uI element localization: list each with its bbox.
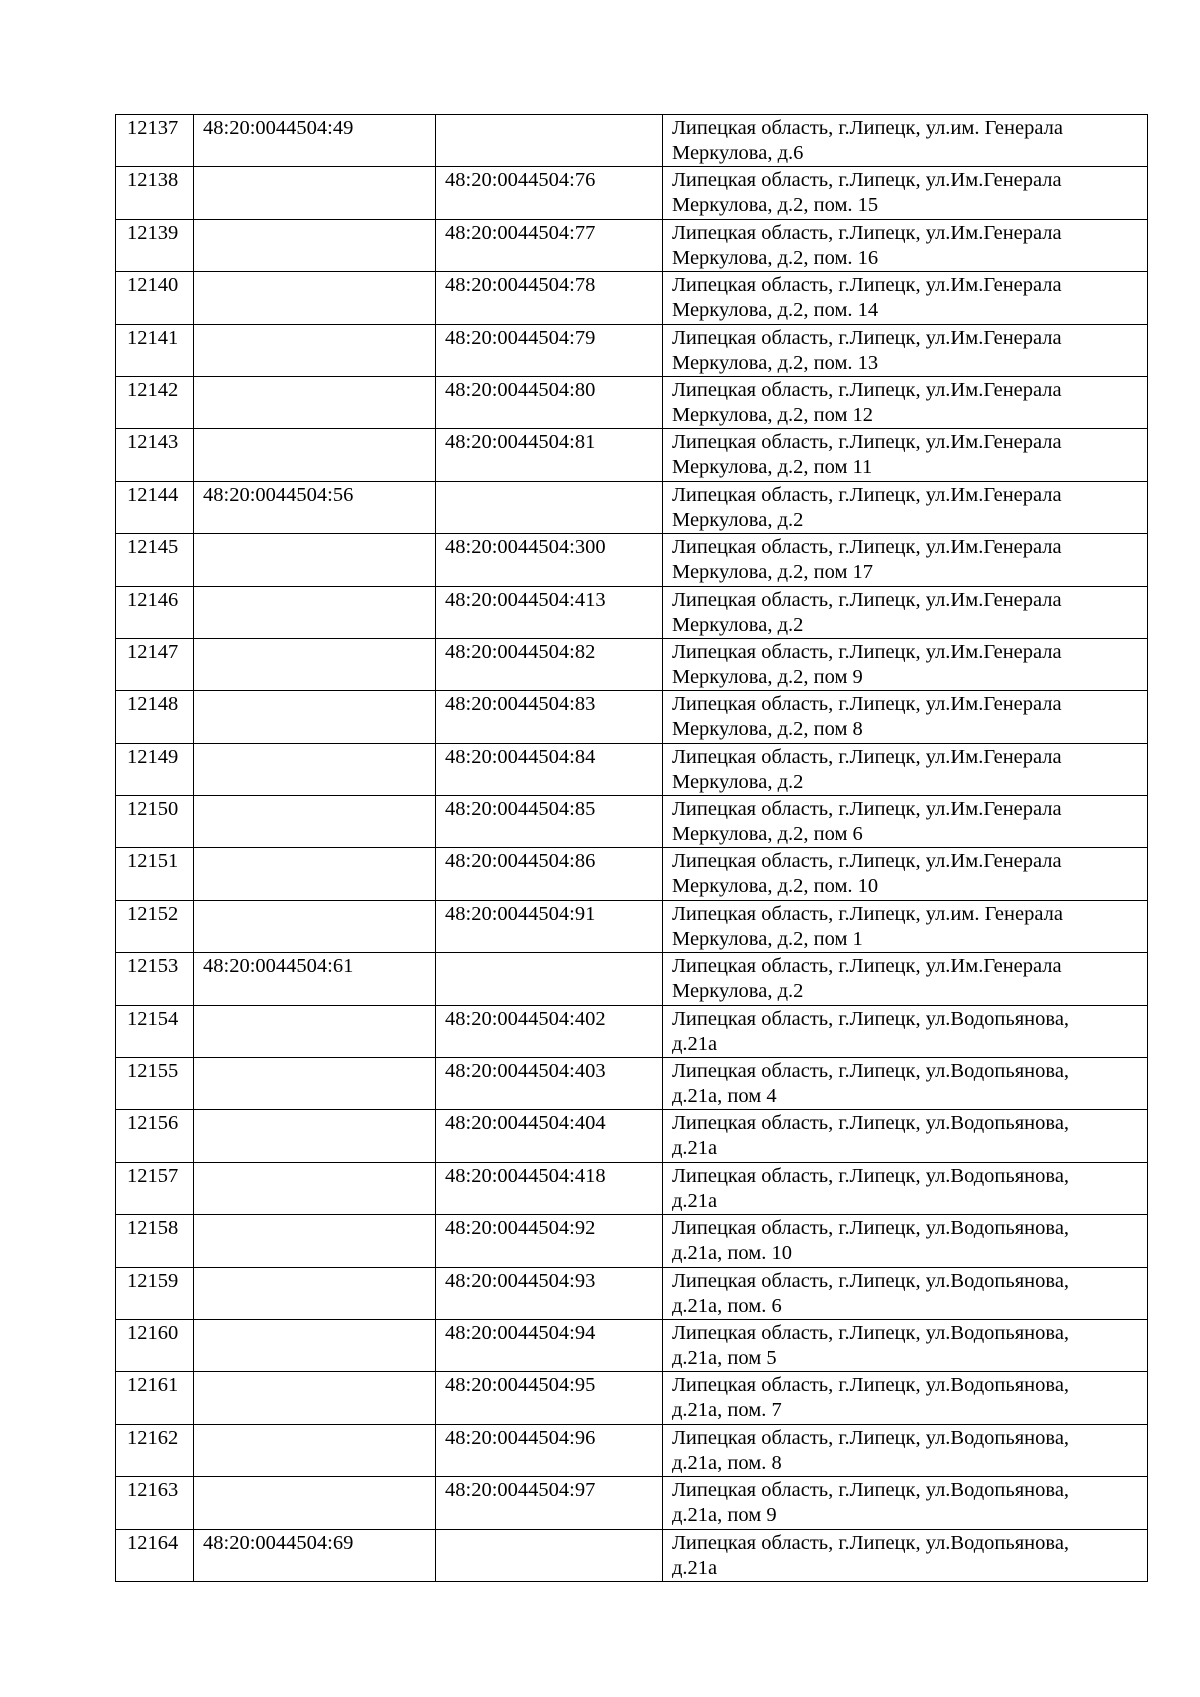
row-number-cell: 12154 [116,1005,194,1057]
land-cadastral-number-cell [194,691,436,743]
row-number-cell: 12162 [116,1424,194,1476]
land-cadastral-number-cell [194,900,436,952]
land-cadastral-number-cell: 48:20:0044504:56 [194,481,436,533]
row-number-cell: 12161 [116,1372,194,1424]
row-number-cell: 12157 [116,1162,194,1214]
table-row [116,376,1148,428]
object-cadastral-number-cell [436,481,663,533]
row-number-cell: 12139 [116,219,194,271]
table-row [116,743,1148,795]
address-cell: Липецкая область, г.Липецк, ул.Водопьянова, д.21а, пом. 6 [663,1267,1148,1319]
land-cadastral-number-cell [194,324,436,376]
row-number-cell: 12141 [116,324,194,376]
land-cadastral-number-cell [194,272,436,324]
row-number-cell: 12142 [116,376,194,428]
object-cadastral-number-cell: 48:20:0044504:96 [436,1424,663,1476]
land-cadastral-number-cell [194,1110,436,1162]
table-row [116,1005,1148,1057]
address-cell: Липецкая область, г.Липецк, ул.Им.Генерала Меркулова, д.2, пом 6 [663,796,1148,848]
land-cadastral-number-cell [194,167,436,219]
row-number-cell: 12164 [116,1529,194,1581]
cadastral-table [115,114,1148,1582]
table-row [116,1372,1148,1424]
row-number-cell: 12148 [116,691,194,743]
row-number-cell: 12143 [116,429,194,481]
address-cell: Липецкая область, г.Липецк, ул.Водопьянова, д.21а, пом 9 [663,1477,1148,1529]
address-cell: Липецкая область, г.Липецк, ул.Им.Генерала Меркулова, д.2, пом 8 [663,691,1148,743]
land-cadastral-number-cell [194,848,436,900]
table-row [116,848,1148,900]
object-cadastral-number-cell: 48:20:0044504:93 [436,1267,663,1319]
row-number-cell: 12158 [116,1215,194,1267]
address-cell: Липецкая область, г.Липецк, ул.Водопьянова, д.21а, пом. 8 [663,1424,1148,1476]
address-cell: Липецкая область, г.Липецк, ул.Водопьянова, д.21а, пом. 10 [663,1215,1148,1267]
row-number-cell: 12151 [116,848,194,900]
object-cadastral-number-cell: 48:20:0044504:79 [436,324,663,376]
address-cell: Липецкая область, г.Липецк, ул.Им.Генерала Меркулова, д.2, пом 9 [663,638,1148,690]
address-cell: Липецкая область, г.Липецк, ул.Им.Генерала Меркулова, д.2, пом. 14 [663,272,1148,324]
address-cell: Липецкая область, г.Липецк, ул.им. Генерала Меркулова, д.6 [663,115,1148,167]
object-cadastral-number-cell: 48:20:0044504:84 [436,743,663,795]
land-cadastral-number-cell [194,534,436,586]
land-cadastral-number-cell [194,743,436,795]
address-cell: Липецкая область, г.Липецк, ул.Им.Генерала Меркулова, д.2, пом. 13 [663,324,1148,376]
address-cell: Липецкая область, г.Липецк, ул.Водопьянова, д.21а [663,1529,1148,1581]
table-row [116,1529,1148,1581]
row-number-cell: 12159 [116,1267,194,1319]
land-cadastral-number-cell [194,638,436,690]
object-cadastral-number-cell: 48:20:0044504:83 [436,691,663,743]
land-cadastral-number-cell: 48:20:0044504:61 [194,953,436,1005]
land-cadastral-number-cell [194,1058,436,1110]
object-cadastral-number-cell: 48:20:0044504:81 [436,429,663,481]
land-cadastral-number-cell [194,219,436,271]
object-cadastral-number-cell: 48:20:0044504:76 [436,167,663,219]
land-cadastral-number-cell [194,1005,436,1057]
row-number-cell: 12146 [116,586,194,638]
land-cadastral-number-cell: 48:20:0044504:69 [194,1529,436,1581]
table-row [116,1477,1148,1529]
land-cadastral-number-cell [194,1319,436,1371]
table-row [116,1162,1148,1214]
address-cell: Липецкая область, г.Липецк, ул.Им.Генерала Меркулова, д.2 [663,743,1148,795]
object-cadastral-number-cell: 48:20:0044504:413 [436,586,663,638]
row-number-cell: 12144 [116,481,194,533]
object-cadastral-number-cell: 48:20:0044504:86 [436,848,663,900]
object-cadastral-number-cell: 48:20:0044504:95 [436,1372,663,1424]
object-cadastral-number-cell: 48:20:0044504:78 [436,272,663,324]
object-cadastral-number-cell: 48:20:0044504:97 [436,1477,663,1529]
object-cadastral-number-cell: 48:20:0044504:91 [436,900,663,952]
address-cell: Липецкая область, г.Липецк, ул.Водопьянова, д.21а, пом 4 [663,1058,1148,1110]
table-row [116,272,1148,324]
table-row [116,534,1148,586]
land-cadastral-number-cell [194,1267,436,1319]
land-cadastral-number-cell [194,429,436,481]
table-row [116,638,1148,690]
address-cell: Липецкая область, г.Липецк, ул.Им.Генерала Меркулова, д.2, пом. 10 [663,848,1148,900]
table-row [116,953,1148,1005]
row-number-cell: 12156 [116,1110,194,1162]
object-cadastral-number-cell [436,953,663,1005]
object-cadastral-number-cell: 48:20:0044504:80 [436,376,663,428]
address-cell: Липецкая область, г.Липецк, ул.Водопьянова, д.21а [663,1005,1148,1057]
land-cadastral-number-cell [194,1162,436,1214]
table-row [116,1319,1148,1371]
address-cell: Липецкая область, г.Липецк, ул.Им.Генерала Меркулова, д.2, пом 12 [663,376,1148,428]
address-cell: Липецкая область, г.Липецк, ул.им. Генерала Меркулова, д.2, пом 1 [663,900,1148,952]
address-cell: Липецкая область, г.Липецк, ул.Им.Генерала Меркулова, д.2 [663,953,1148,1005]
address-cell: Липецкая область, г.Липецк, ул.Им.Генерала Меркулова, д.2 [663,586,1148,638]
address-cell: Липецкая область, г.Липецк, ул.Водопьянова, д.21а [663,1110,1148,1162]
object-cadastral-number-cell: 48:20:0044504:300 [436,534,663,586]
table-row [116,429,1148,481]
table-row [116,167,1148,219]
land-cadastral-number-cell [194,1215,436,1267]
object-cadastral-number-cell: 48:20:0044504:77 [436,219,663,271]
object-cadastral-number-cell: 48:20:0044504:402 [436,1005,663,1057]
land-cadastral-number-cell: 48:20:0044504:49 [194,115,436,167]
address-cell: Липецкая область, г.Липецк, ул.Водопьянова, д.21а [663,1162,1148,1214]
land-cadastral-number-cell [194,376,436,428]
row-number-cell: 12145 [116,534,194,586]
table-row [116,796,1148,848]
address-cell: Липецкая область, г.Липецк, ул.Им.Генерала Меркулова, д.2, пом. 15 [663,167,1148,219]
land-cadastral-number-cell [194,1477,436,1529]
object-cadastral-number-cell: 48:20:0044504:85 [436,796,663,848]
table-row [116,324,1148,376]
row-number-cell: 12149 [116,743,194,795]
land-cadastral-number-cell [194,796,436,848]
row-number-cell: 12163 [116,1477,194,1529]
object-cadastral-number-cell [436,1529,663,1581]
address-cell: Липецкая область, г.Липецк, ул.Водопьянова, д.21а, пом. 7 [663,1372,1148,1424]
row-number-cell: 12155 [116,1058,194,1110]
address-cell: Липецкая область, г.Липецк, ул.Им.Генерала Меркулова, д.2, пом. 16 [663,219,1148,271]
table-row [116,586,1148,638]
row-number-cell: 12150 [116,796,194,848]
row-number-cell: 12153 [116,953,194,1005]
object-cadastral-number-cell: 48:20:0044504:404 [436,1110,663,1162]
row-number-cell: 12147 [116,638,194,690]
table-row [116,115,1148,167]
table-row [116,1110,1148,1162]
object-cadastral-number-cell: 48:20:0044504:92 [436,1215,663,1267]
table-row [116,1424,1148,1476]
object-cadastral-number-cell: 48:20:0044504:82 [436,638,663,690]
address-cell: Липецкая область, г.Липецк, ул.Водопьянова, д.21а, пом 5 [663,1319,1148,1371]
table-row [116,1058,1148,1110]
table-body [116,115,1148,1582]
table-row [116,900,1148,952]
table-row [116,481,1148,533]
address-cell: Липецкая область, г.Липецк, ул.Им.Генерала Меркулова, д.2 [663,481,1148,533]
land-cadastral-number-cell [194,1372,436,1424]
land-cadastral-number-cell [194,586,436,638]
land-cadastral-number-cell [194,1424,436,1476]
object-cadastral-number-cell [436,115,663,167]
row-number-cell: 12138 [116,167,194,219]
row-number-cell: 12140 [116,272,194,324]
address-cell: Липецкая область, г.Липецк, ул.Им.Генерала Меркулова, д.2, пом 11 [663,429,1148,481]
table-row [116,691,1148,743]
table-row [116,1215,1148,1267]
object-cadastral-number-cell: 48:20:0044504:418 [436,1162,663,1214]
row-number-cell: 12160 [116,1319,194,1371]
table-row [116,219,1148,271]
row-number-cell: 12137 [116,115,194,167]
object-cadastral-number-cell: 48:20:0044504:403 [436,1058,663,1110]
address-cell: Липецкая область, г.Липецк, ул.Им.Генерала Меркулова, д.2, пом 17 [663,534,1148,586]
object-cadastral-number-cell: 48:20:0044504:94 [436,1319,663,1371]
row-number-cell: 12152 [116,900,194,952]
table-row [116,1267,1148,1319]
